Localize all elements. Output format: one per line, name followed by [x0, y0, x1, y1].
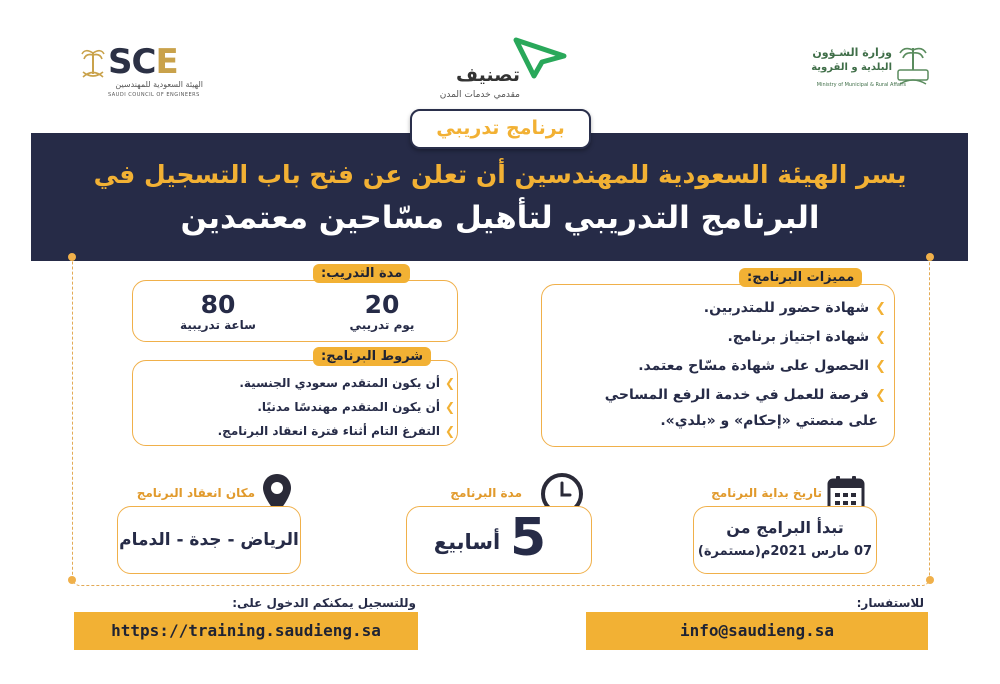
feature-item: ❯شهادة اجتياز برنامج.: [727, 329, 886, 345]
condition-item: ❯أن يكون المتقدم مهندسًا مدنيًا.: [257, 400, 455, 414]
chevron-icon: ❯: [444, 376, 455, 390]
sce-logo: [80, 42, 203, 102]
sce-wordmark: SCE: [108, 42, 178, 82]
ministry-name-line1: وزارة الشـؤون: [812, 46, 892, 59]
inquiry-label: للاستفسار:: [856, 596, 924, 610]
period-value: 5: [510, 508, 547, 568]
conditions-label: شروط البرنامج:: [313, 347, 431, 366]
training-hours-value: 80: [200, 290, 236, 319]
tasnif-title: تصنيف: [456, 64, 520, 86]
announcement-banner: [31, 133, 968, 261]
start-date-line2: 07 مارس 2021م(مستمرة): [697, 544, 873, 559]
headline-line1: يسر الهيئة السعودية للمهندسين أن تعلن عن فتح باب التسجيل في: [93, 160, 907, 189]
headline-line2: البرنامج التدريبي لتأهيل مسّاحين معتمدين: [180, 200, 820, 236]
features-label: مميزات البرنامج:: [739, 268, 862, 287]
start-date-card: [693, 506, 877, 574]
training-days-label: يوم تدريبي: [349, 318, 415, 332]
program-badge: برنامج تدريبي: [410, 109, 591, 149]
feature-item: ❯شهادة حضور للمتدربين.: [703, 300, 886, 316]
training-hours-label: ساعة تدريبية: [180, 318, 256, 332]
chevron-icon: ❯: [875, 301, 886, 316]
frame-dot-right: [926, 576, 934, 584]
frame-dot-left: [68, 576, 76, 584]
feature-item: ❯الحصول على شهادة مسّاح معتمد.: [638, 358, 886, 374]
ministry-logo: [806, 40, 936, 100]
chevron-icon: ❯: [444, 424, 455, 438]
sce-name-en: SAUDI COUNCIL OF ENGINEERS: [108, 92, 200, 98]
ministry-name-en: Ministry of Municipal & Rural Affairs: [816, 82, 906, 88]
feature-item: ❯فرصة للعمل في خدمة الرفع المساحي: [604, 387, 886, 403]
period-unit: أسابيع: [433, 530, 501, 554]
chevron-icon: ❯: [444, 400, 455, 414]
palm-swords-icon: [80, 44, 106, 80]
period-label: مدة البرنامج: [450, 486, 522, 500]
start-date-line1: تبدأ البرامج من: [726, 518, 844, 537]
email-link[interactable]: info@saudieng.sa: [586, 612, 928, 650]
chevron-icon: ❯: [875, 388, 886, 403]
start-date-label: تاريخ بداية البرنامج: [711, 486, 822, 500]
chevron-icon: ❯: [875, 330, 886, 345]
sce-name-ar: الهيئة السعودية للمهندسين: [115, 80, 203, 89]
registration-url-link[interactable]: https://training.saudieng.sa: [74, 612, 418, 650]
place-value: الرياض - جدة - الدمام: [119, 530, 299, 550]
banner-dot-right: [926, 253, 934, 261]
training-days-value: 20: [364, 290, 400, 319]
feature-item-continued: على منصتي «إحكام» و «بلدي».: [660, 413, 878, 429]
condition-item: ❯التفرغ التام أثناء فترة انعقاد البرنامج.: [217, 424, 455, 438]
chevron-icon: ❯: [875, 359, 886, 374]
condition-item: ❯أن يكون المتقدم سعودي الجنسية.: [239, 376, 455, 390]
tasnif-subtitle: مقدمي خدمات المدن: [439, 90, 520, 100]
ministry-name-line2: البلدية و القروية: [811, 62, 892, 73]
tasnif-logo: [430, 34, 570, 104]
register-label: وللتسجيل يمكنكم الدخول على:: [232, 596, 416, 610]
duration-label: مدة التدريب:: [313, 264, 410, 283]
place-label: مكان انعقاد البرنامج: [136, 486, 255, 500]
banner-dot-left: [68, 253, 76, 261]
